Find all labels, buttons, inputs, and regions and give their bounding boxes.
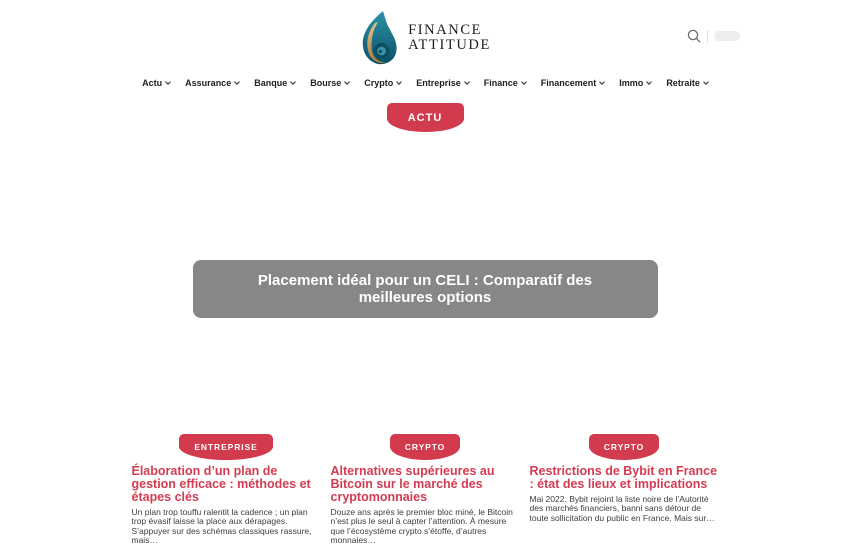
nav-item-assurance[interactable] <box>185 78 239 88</box>
articles-row <box>0 434 850 545</box>
hero-title-overlay[interactable] <box>193 260 658 318</box>
nav-label: Banque <box>254 78 288 88</box>
nav-label: Retraite <box>666 78 700 88</box>
chevron-down-icon <box>165 79 171 85</box>
chevron-down-icon <box>290 79 296 85</box>
header-divider <box>707 30 708 43</box>
site-header <box>0 0 850 68</box>
chevron-down-icon <box>521 79 527 85</box>
nav-label: Entreprise <box>416 78 461 88</box>
flame-logo-icon <box>359 11 399 65</box>
category-badge[interactable]: CRYPTO <box>589 434 659 460</box>
nav-label: Crypto <box>364 78 394 88</box>
nav-label: Bourse <box>310 78 342 88</box>
chevron-down-icon <box>344 79 350 85</box>
header-controls <box>687 29 740 43</box>
category-badge[interactable]: ENTREPRISE <box>179 434 272 460</box>
chevron-down-icon <box>703 79 709 85</box>
search-button[interactable] <box>687 29 701 43</box>
brand-wordmark <box>408 23 491 53</box>
nav-item-finance[interactable] <box>484 78 526 88</box>
nav-label: Actu <box>142 78 163 88</box>
article-card[interactable] <box>132 434 321 545</box>
chevron-down-icon <box>396 79 402 85</box>
article-card[interactable] <box>530 434 719 545</box>
brand-line2: ATTITUDE <box>408 37 491 53</box>
nav-item-retraite[interactable] <box>666 78 708 88</box>
brand-line1: FINANCE <box>408 22 483 38</box>
article-excerpt: Un plan trop touffu ralentit la cadence ; un plan trop évasif laisse la place aux dérapages. S’appuyer sur des schémas classiques rassure, mais… <box>131 507 312 545</box>
article-title[interactable]: Restrictions de Bybit en France : état des lieux et implications <box>529 464 718 491</box>
article-title[interactable]: Alternatives supérieures au Bitcoin sur le marché des cryptomonnaies <box>330 464 495 504</box>
search-icon <box>687 29 701 43</box>
hero-title: Placement idéal pour un CELI : Comparatif des meilleures options <box>257 271 593 306</box>
nav-item-actu[interactable] <box>142 78 170 88</box>
toggle-pill[interactable] <box>714 31 740 41</box>
nav-label: Financement <box>540 78 597 88</box>
nav-label: Finance <box>483 78 518 88</box>
nav-item-crypto[interactable] <box>364 78 401 88</box>
hero-section <box>0 260 850 318</box>
main-content <box>0 103 850 545</box>
article-excerpt: Mai 2022. Bybit rejoint la liste noire de l’Autorité des marchés financiers, banni sans détour de toute sollicitation du public en France. Mais sur… <box>529 494 715 523</box>
article-title[interactable]: Élaboration d’un plan de gestion efficace : méthodes et étapes clés <box>131 464 311 504</box>
main-nav <box>0 78 850 88</box>
category-badge[interactable]: CRYPTO <box>390 434 460 460</box>
nav-label: Immo <box>619 78 644 88</box>
nav-item-banque[interactable] <box>254 78 295 88</box>
nav-item-immo[interactable] <box>619 78 651 88</box>
page-category-badge: ACTU <box>387 103 464 132</box>
chevron-down-icon <box>599 79 605 85</box>
chevron-down-icon <box>646 79 652 85</box>
chevron-down-icon <box>234 79 240 85</box>
nav-label: Assurance <box>185 78 232 88</box>
nav-item-bourse[interactable] <box>310 78 349 88</box>
article-excerpt: Douze ans après le premier bloc miné, le Bitcoin n’est plus le seul à capter l’attention. À mesure que l’écosystème crypto s’étoffe, d’autres monnaies… <box>330 507 513 545</box>
article-card[interactable] <box>331 434 520 545</box>
nav-item-financement[interactable] <box>541 78 605 88</box>
nav-item-entreprise[interactable] <box>416 78 469 88</box>
chevron-down-icon <box>464 79 470 85</box>
